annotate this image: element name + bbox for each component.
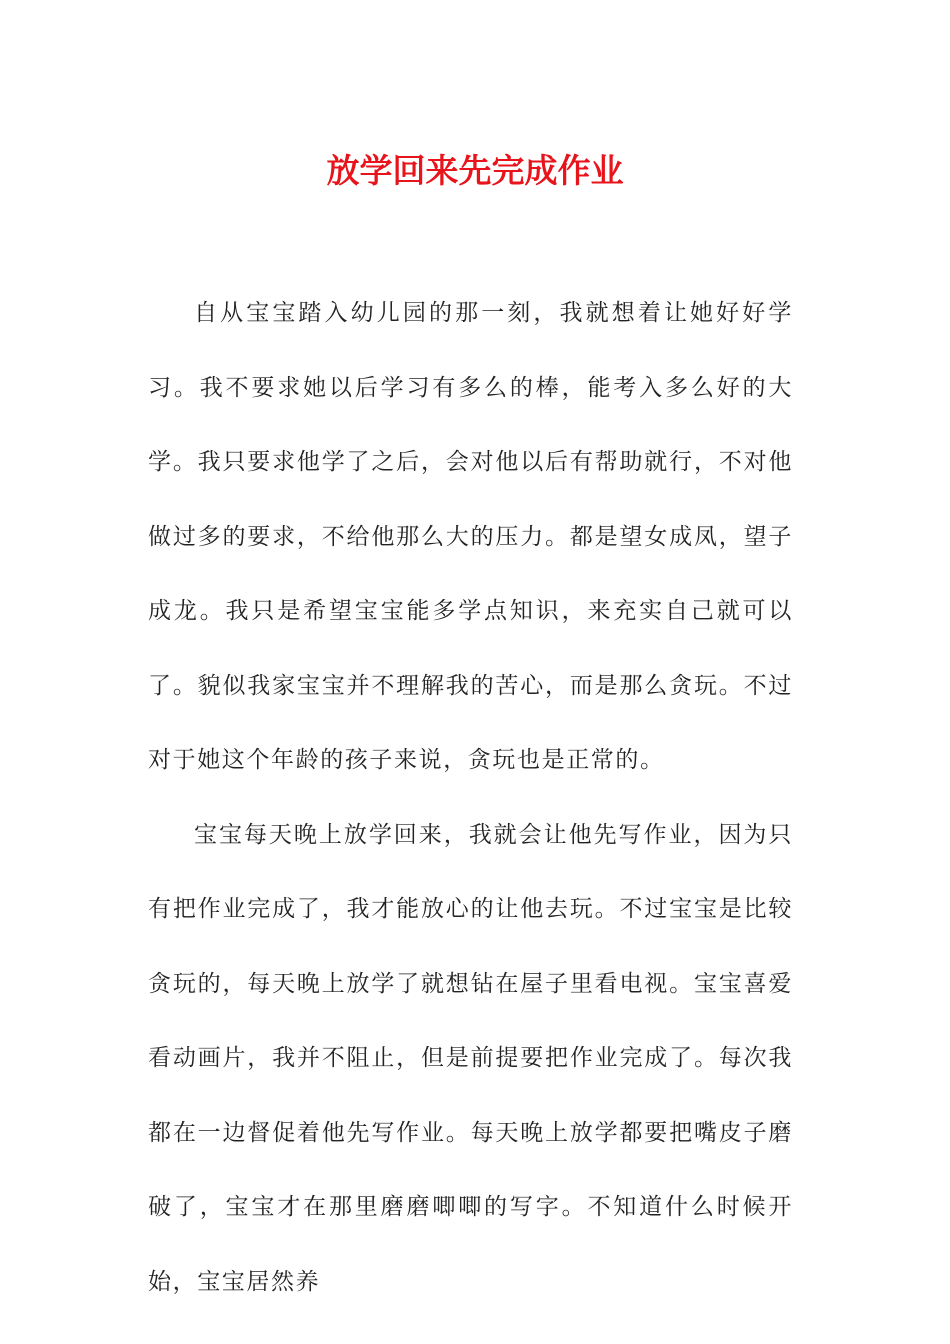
document-title: 放学回来先完成作业 — [326, 151, 624, 190]
paragraph-1: 自从宝宝踏入幼儿园的那一刻，我就想着让她好好学习。我不要求她以后学习有多么的棒，能考入多么好的大学。我只要求他学了之后，会对他以后有帮助就行，不对他做过多的要求，不给他那么大的压力。都是望女成凤，望子成龙。我只是希望宝宝能多学点知识，来充实自己就可以了。貌似我家宝宝并不理解我的苦心，而是那么贪玩。不过对于她这个年龄的孩子来说，贪玩也是正常的。 — [148, 300, 793, 773]
paragraph-2: 宝宝每天晚上放学回来，我就会让他先写作业，因为只有把作业完成了，我才能放心的让他去玩。不过宝宝是比较贪玩的，每天晚上放学了就想钻在屋子里看电视。宝宝喜爱看动画片，我并不阻止，但是前提要把作业完成了。每次我都在一边督促着他先写作业。每天晚上放学都要把嘴皮子磨破了，宝宝才在那里磨磨唧唧的写字。不知道什么时候开始，宝宝居然养 — [148, 821, 793, 1295]
document-body — [148, 276, 793, 1319]
